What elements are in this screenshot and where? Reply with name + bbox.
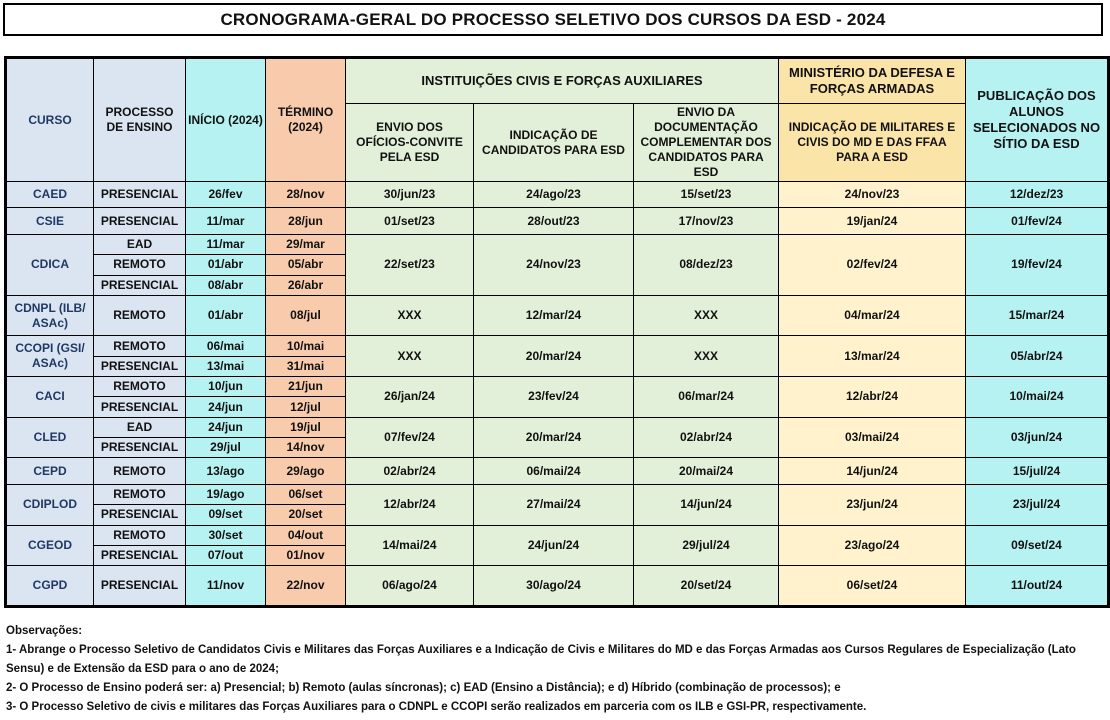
teaching-mode: REMOTO: [94, 336, 186, 356]
invitation-date: 22/set/23: [346, 234, 474, 295]
documentation-date: 17/nov/23: [634, 208, 779, 234]
teaching-mode: REMOTO: [94, 255, 186, 275]
start-date: 06/mai: [186, 336, 266, 356]
documentation-date: 06/mar/24: [634, 377, 779, 418]
invitation-date: XXX: [346, 336, 474, 377]
documentation-date: XXX: [634, 295, 779, 336]
teaching-mode: REMOTO: [94, 525, 186, 545]
start-date: 24/jun: [186, 417, 266, 437]
teaching-mode: PRESENCIAL: [94, 545, 186, 565]
end-date: 29/mar: [266, 234, 346, 254]
header-processo: PROCESSO DE ENSINO: [94, 58, 186, 182]
start-date: 01/abr: [186, 295, 266, 336]
documentation-date: 02/abr/24: [634, 417, 779, 458]
start-date: 24/jun: [186, 397, 266, 417]
course-name: CAED: [6, 182, 94, 208]
table-row: [6, 566, 1109, 607]
table-row: [6, 377, 1109, 397]
documentation-date: 20/set/24: [634, 566, 779, 607]
observation-item: 2- O Processo de Ensino poderá ser: a) Presencial; b) Remoto (aulas síncronas); c) EAD (Ensino a Distância); e d) Híbrido (combinação de processos); e: [6, 682, 841, 694]
invitation-date: 02/abr/24: [346, 458, 474, 484]
documentation-date: 08/dez/23: [634, 234, 779, 295]
md-indication-date: 06/set/24: [779, 566, 966, 607]
teaching-mode: PRESENCIAL: [94, 505, 186, 525]
candidate-indication-date: 28/out/23: [474, 208, 634, 234]
observations-label: Observações:: [6, 625, 83, 637]
header-inicio: INÍCIO (2024): [186, 58, 266, 182]
publication-date: 12/dez/23: [966, 182, 1109, 208]
course-name: CDIPLOD: [6, 484, 94, 525]
documentation-date: 15/set/23: [634, 182, 779, 208]
course-name: CGEOD: [6, 525, 94, 566]
course-name: CLED: [6, 417, 94, 458]
candidate-indication-date: 24/jun/24: [474, 525, 634, 566]
end-date: 26/abr: [266, 275, 346, 295]
end-date: 10/mai: [266, 336, 346, 356]
teaching-mode: REMOTO: [94, 458, 186, 484]
invitation-date: 01/set/23: [346, 208, 474, 234]
candidate-indication-date: 20/mar/24: [474, 417, 634, 458]
table-row: [6, 525, 1109, 545]
publication-date: 15/mar/24: [966, 295, 1109, 336]
md-indication-date: 23/jun/24: [779, 484, 966, 525]
header-envio-documentacao: ENVIO DA DOCUMENTAÇÃO COMPLEMENTAR DOS CANDIDATOS PARA ESD: [634, 104, 779, 182]
end-date: 04/out: [266, 525, 346, 545]
publication-date: 23/jul/24: [966, 484, 1109, 525]
teaching-mode: REMOTO: [94, 377, 186, 397]
start-date: 08/abr: [186, 275, 266, 295]
header-publicacao: PUBLICAÇÃO DOS ALUNOS SELECIONADOS NO SÍTIO DA ESD: [966, 58, 1109, 182]
teaching-mode: PRESENCIAL: [94, 182, 186, 208]
end-date: 28/jun: [266, 208, 346, 234]
table-row: [6, 458, 1109, 484]
md-indication-date: 04/mar/24: [779, 295, 966, 336]
end-date: 08/jul: [266, 295, 346, 336]
course-name: CDNPL (ILB/ ASAc): [6, 295, 94, 336]
documentation-date: XXX: [634, 336, 779, 377]
observations: [6, 622, 1106, 717]
header-ministerio: MINISTÉRIO DA DEFESA E FORÇAS ARMADAS: [779, 58, 966, 104]
invitation-date: XXX: [346, 295, 474, 336]
md-indication-date: 13/mar/24: [779, 336, 966, 377]
start-date: 13/mai: [186, 356, 266, 376]
candidate-indication-date: 24/ago/23: [474, 182, 634, 208]
teaching-mode: PRESENCIAL: [94, 275, 186, 295]
start-date: 01/abr: [186, 255, 266, 275]
teaching-mode: PRESENCIAL: [94, 397, 186, 417]
course-name: CACI: [6, 377, 94, 418]
table-row: [6, 234, 1109, 254]
candidate-indication-date: 20/mar/24: [474, 336, 634, 377]
header-envio-oficios: ENVIO DOS OFÍCIOS-CONVITE PELA ESD: [346, 104, 474, 182]
documentation-date: 14/jun/24: [634, 484, 779, 525]
end-date: 21/jun: [266, 377, 346, 397]
start-date: 11/mar: [186, 234, 266, 254]
invitation-date: 26/jan/24: [346, 377, 474, 418]
start-date: 26/fev: [186, 182, 266, 208]
publication-date: 11/out/24: [966, 566, 1109, 607]
observation-item: 3- O Processo Seletivo de civis e militares das Forças Auxiliares para o CDNPL e CCOPI serão realizados em parceria com os ILB e GSI-PR, respectivamente.: [6, 701, 867, 713]
header-curso: CURSO: [6, 58, 94, 182]
teaching-mode: PRESENCIAL: [94, 208, 186, 234]
documentation-date: 20/mai/24: [634, 458, 779, 484]
table-row: [6, 295, 1109, 336]
schedule-body: [6, 182, 1109, 607]
start-date: 30/set: [186, 525, 266, 545]
table-row: [6, 484, 1109, 504]
md-indication-date: 02/fev/24: [779, 234, 966, 295]
start-date: 19/ago: [186, 484, 266, 504]
candidate-indication-date: 30/ago/24: [474, 566, 634, 607]
start-date: 07/out: [186, 545, 266, 565]
header-indicacao-militares: INDICAÇÃO DE MILITARES E CIVIS DO MD E DAS FFAA PARA A ESD: [779, 104, 966, 182]
publication-date: 01/fev/24: [966, 208, 1109, 234]
end-date: 31/mai: [266, 356, 346, 376]
end-date: 29/ago: [266, 458, 346, 484]
publication-date: 09/set/24: [966, 525, 1109, 566]
teaching-mode: REMOTO: [94, 295, 186, 336]
candidate-indication-date: 24/nov/23: [474, 234, 634, 295]
end-date: 14/nov: [266, 438, 346, 458]
end-date: 05/abr: [266, 255, 346, 275]
end-date: 12/jul: [266, 397, 346, 417]
teaching-mode: REMOTO: [94, 484, 186, 504]
end-date: 22/nov: [266, 566, 346, 607]
md-indication-date: 03/mai/24: [779, 417, 966, 458]
candidate-indication-date: 23/fev/24: [474, 377, 634, 418]
table-row: [6, 182, 1109, 208]
course-name: CCOPI (GSI/ ASAc): [6, 336, 94, 377]
publication-date: 03/jun/24: [966, 417, 1109, 458]
teaching-mode: PRESENCIAL: [94, 438, 186, 458]
table-row: [6, 208, 1109, 234]
invitation-date: 12/abr/24: [346, 484, 474, 525]
header-termino: TÉRMINO (2024): [266, 58, 346, 182]
start-date: 09/set: [186, 505, 266, 525]
publication-date: 15/jul/24: [966, 458, 1109, 484]
start-date: 29/jul: [186, 438, 266, 458]
observation-item: 1- Abrange o Processo Seletivo de Candidatos Civis e Militares das Forças Auxiliares e a Indicação de Civis e Militares do MD e das Forças Armadas aos Cursos Regulares de Especialização (Lato Sensu) e de Extensão da ESD para o ano de 2024;: [6, 644, 1076, 675]
course-name: CGPD: [6, 566, 94, 607]
end-date: 19/jul: [266, 417, 346, 437]
md-indication-date: 24/nov/23: [779, 182, 966, 208]
publication-date: 10/mai/24: [966, 377, 1109, 418]
teaching-mode: PRESENCIAL: [94, 566, 186, 607]
invitation-date: 30/jun/23: [346, 182, 474, 208]
end-date: 01/nov: [266, 545, 346, 565]
start-date: 11/mar: [186, 208, 266, 234]
end-date: 20/set: [266, 505, 346, 525]
start-date: 10/jun: [186, 377, 266, 397]
table-row: [6, 336, 1109, 356]
documentation-date: 29/jul/24: [634, 525, 779, 566]
teaching-mode: PRESENCIAL: [94, 356, 186, 376]
candidate-indication-date: 12/mar/24: [474, 295, 634, 336]
candidate-indication-date: 27/mai/24: [474, 484, 634, 525]
teaching-mode: EAD: [94, 417, 186, 437]
publication-date: 19/fev/24: [966, 234, 1109, 295]
table-row: [6, 417, 1109, 437]
invitation-date: 07/fev/24: [346, 417, 474, 458]
course-name: CSIE: [6, 208, 94, 234]
publication-date: 05/abr/24: [966, 336, 1109, 377]
md-indication-date: 19/jan/24: [779, 208, 966, 234]
end-date: 28/nov: [266, 182, 346, 208]
course-name: CEPD: [6, 458, 94, 484]
course-name: CDICA: [6, 234, 94, 295]
candidate-indication-date: 06/mai/24: [474, 458, 634, 484]
invitation-date: 14/mai/24: [346, 525, 474, 566]
document-title: CRONOGRAMA-GERAL DO PROCESSO SELETIVO DOS CURSOS DA ESD - 2024: [3, 3, 1103, 36]
schedule-table: [4, 56, 1110, 608]
header-indicacao-candidatos: INDICAÇÃO DE CANDIDATOS PARA ESD: [474, 104, 634, 182]
md-indication-date: 23/ago/24: [779, 525, 966, 566]
end-date: 06/set: [266, 484, 346, 504]
start-date: 11/nov: [186, 566, 266, 607]
header-instituicoes: INSTITUIÇÕES CIVIS E FORÇAS AUXILIARES: [346, 58, 779, 104]
teaching-mode: EAD: [94, 234, 186, 254]
start-date: 13/ago: [186, 458, 266, 484]
invitation-date: 06/ago/24: [346, 566, 474, 607]
md-indication-date: 14/jun/24: [779, 458, 966, 484]
md-indication-date: 12/abr/24: [779, 377, 966, 418]
